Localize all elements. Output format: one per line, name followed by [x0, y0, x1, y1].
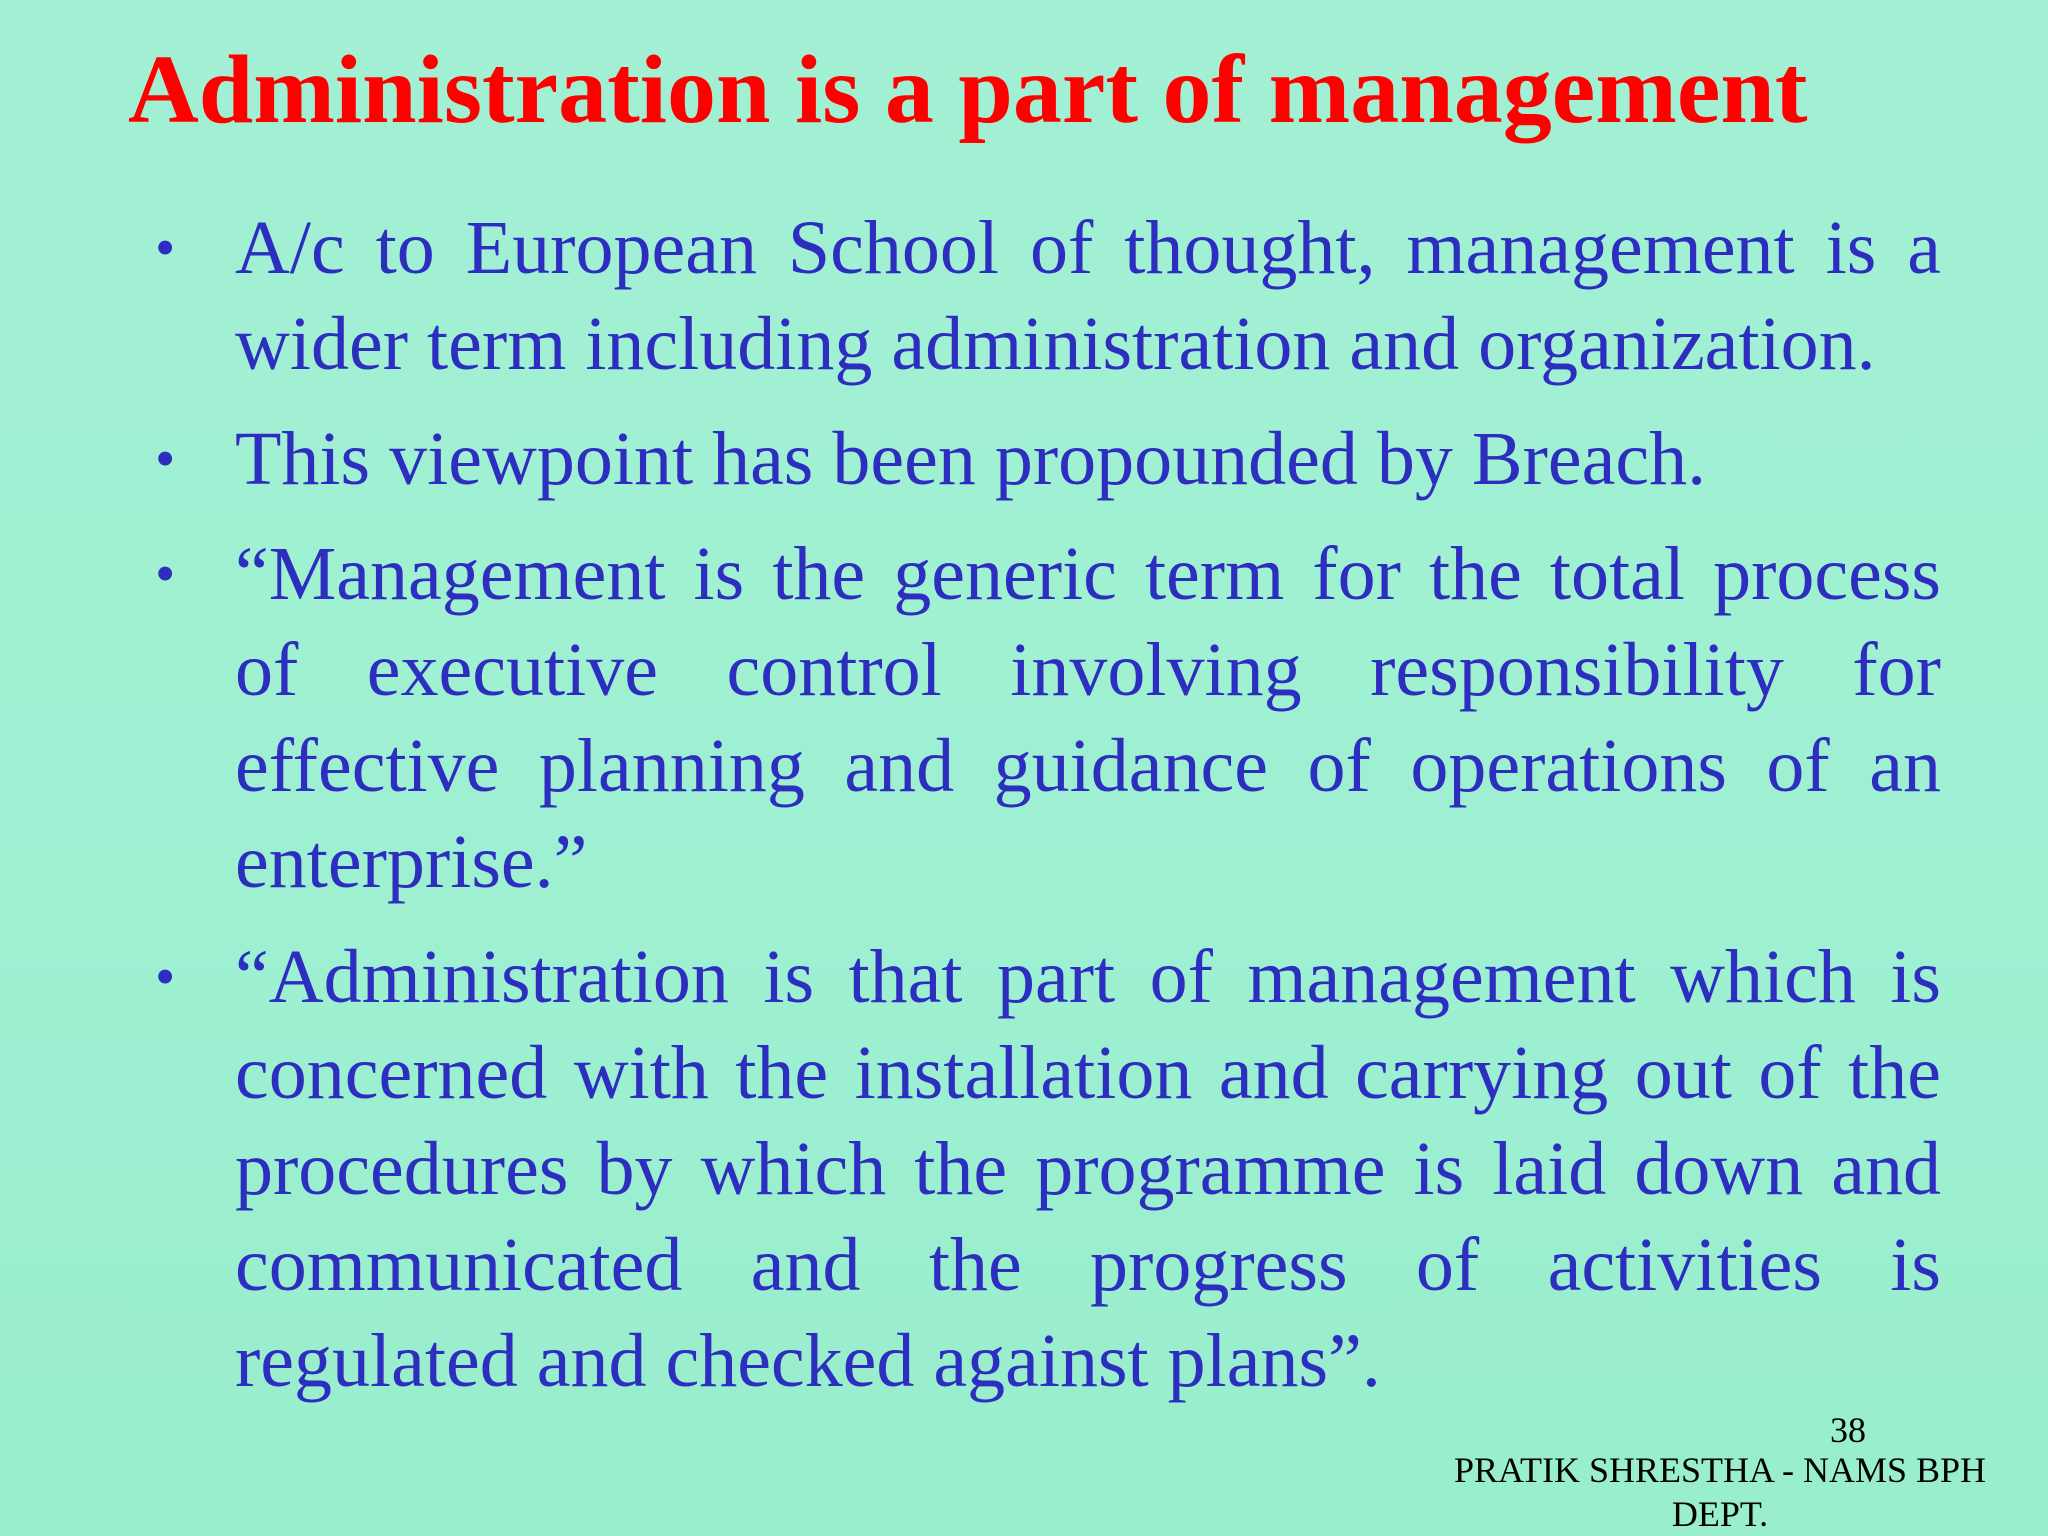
footer-credit: PRATIK SHRESTHA - NAMS BPH DEPT. — [1453, 1450, 1987, 1534]
bullet-list — [155, 200, 1941, 1428]
bullet-icon: • — [155, 944, 176, 1009]
bullet-item — [155, 200, 1941, 392]
bullet-icon: • — [155, 541, 176, 606]
bullet-item — [155, 526, 1941, 910]
bullet-text: “Administration is that part of management which is concerned with the installation and carrying out of the procedures by which the programme is laid down and communicated and the progress of activities is regulated and checked against plans”. — [235, 935, 1941, 1403]
bullet-item — [155, 929, 1941, 1409]
slide-title: Administration is a part of management — [128, 36, 1808, 144]
bullet-text: “Management is the generic term for the total process of executive control involving responsibility for effective planning and guidance of operations of an enterprise.” — [235, 532, 1941, 904]
bullet-icon: • — [155, 426, 176, 491]
bullet-icon: • — [155, 215, 176, 280]
bullet-text: This viewpoint has been propounded by Breach. — [235, 417, 1707, 501]
bullet-item — [155, 411, 1941, 507]
page-number: 38 — [1830, 1410, 1866, 1450]
bullet-text: A/c to European School of thought, management is a wider term including administration and organization. — [235, 206, 1941, 386]
